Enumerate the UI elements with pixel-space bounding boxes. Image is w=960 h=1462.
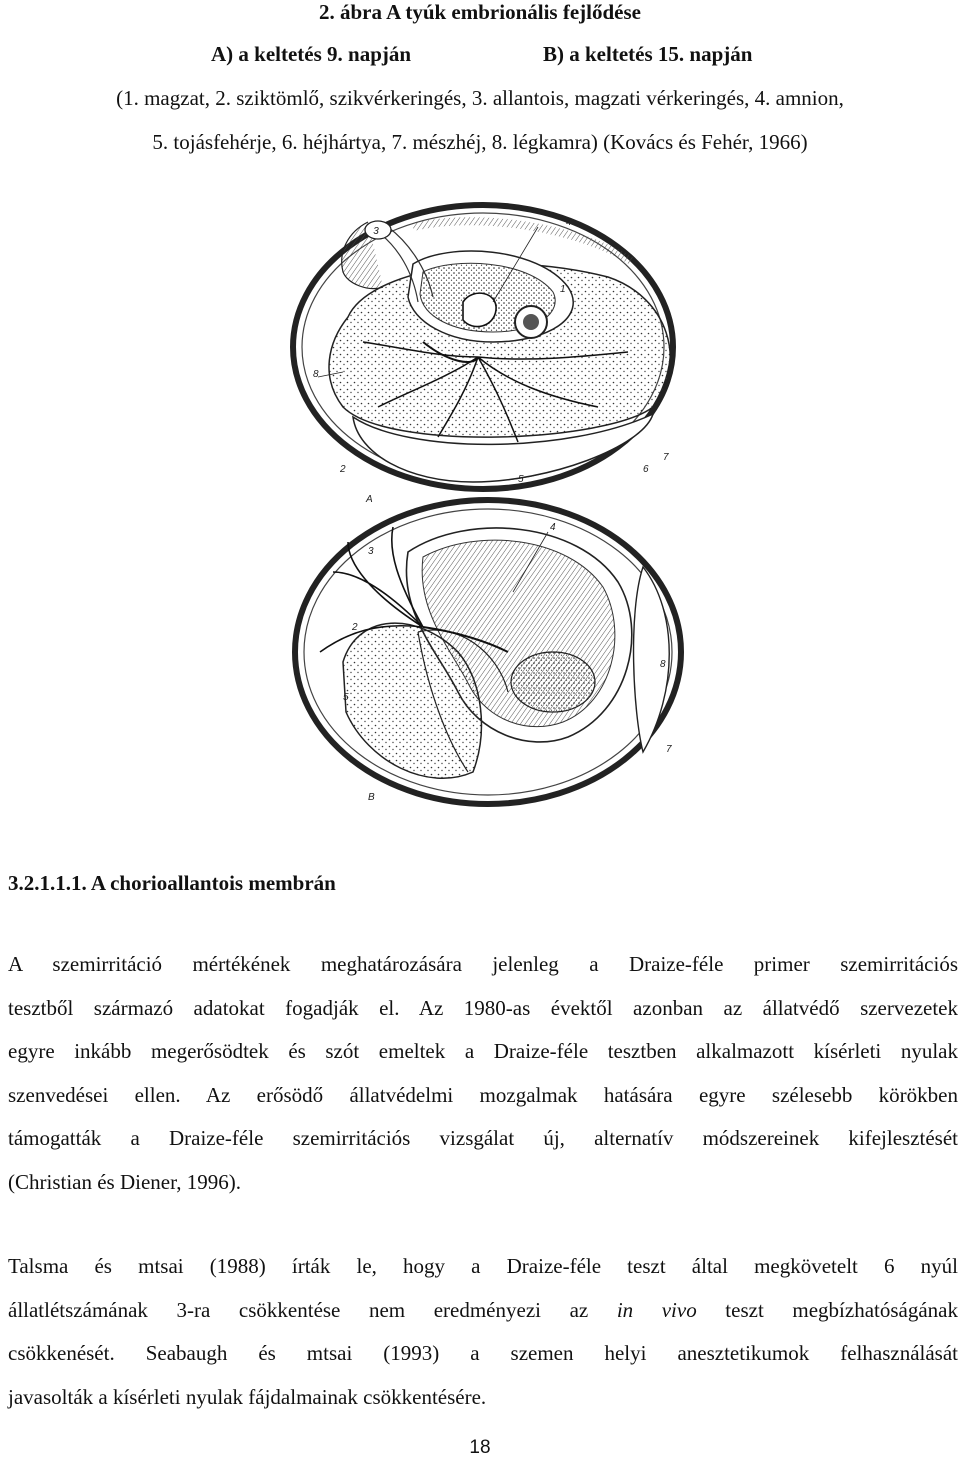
egg-a-label-5: 5 xyxy=(518,474,524,485)
egg-drawing xyxy=(248,192,718,824)
paragraph-1-line: egyre inkább megerősödtek és szót emeltek a Draize-féle tesztben alkalmazott kísérleti nyulak xyxy=(8,1039,958,1063)
egg-a-drawing xyxy=(293,205,673,489)
egg-a-label-6: 6 xyxy=(643,464,649,475)
egg-b-panel-label: B xyxy=(368,792,375,803)
egg-development-figure xyxy=(248,192,718,824)
paragraph-2-line: javasolták a kísérleti nyulak fájdalmainak csökkentésére. xyxy=(8,1384,487,1409)
paragraph-1-line: (Christian és Diener, 1996). xyxy=(8,1169,242,1194)
egg-a-label-3: 3 xyxy=(373,226,379,237)
egg-a-label-8: 8 xyxy=(313,369,319,380)
paragraph-2-text: teszt megbízhatóságának xyxy=(696,1297,958,1322)
egg-b-label-5: 5 xyxy=(343,692,349,703)
figure-caption-title: 2. ábra A tyúk embrionális fejlődése xyxy=(318,0,641,24)
egg-a-label-2: 2 xyxy=(340,464,346,475)
in-vivo-term: in vivo xyxy=(616,1297,697,1322)
figure-legend-line-1: (1. magzat, 2. sziktömlő, szikvérkeringés, 3. allantois, magzati vérkeringés, 4. amnion, xyxy=(116,86,844,110)
paragraph-2-line xyxy=(8,1289,958,1333)
egg-a-label-1: 1 xyxy=(560,284,566,295)
egg-b-label-7: 7 xyxy=(666,744,672,755)
figure-caption-part-b: B) a keltetés 15. napján xyxy=(543,42,753,66)
egg-b-label-3: 3 xyxy=(368,546,374,557)
egg-b-drawing xyxy=(295,500,681,804)
figure-legend-line-2: 5. tojásfehérje, 6. héjhártya, 7. mészhéj, 8. légkamra) (Kovács és Fehér, 1966) xyxy=(152,130,808,154)
egg-b-label-4: 4 xyxy=(550,522,556,533)
egg-a-panel-label: A xyxy=(366,494,373,505)
paragraph-1-line: tesztből származó adatokat fogadják el. Az 1980-as évektől azonban az állatvédő szervezetek xyxy=(8,995,958,1020)
figure-caption-part-a: A) a keltetés 9. napján xyxy=(211,42,412,66)
paragraph-2 xyxy=(8,1245,958,1419)
paragraph-1-line: támogatták a Draize-féle szemirritációs vizsgálat új, alternatív módszereinek kifejlesztését xyxy=(8,1126,958,1150)
paragraph-2-line: csökkenését. Seabaugh és mtsai (1993) a szemen helyi anesztetikumok felhasználását xyxy=(8,1341,958,1365)
egg-b-label-2: 2 xyxy=(352,622,358,633)
egg-a-label-7: 7 xyxy=(663,452,669,463)
egg-a-label-4: 4 xyxy=(566,217,572,228)
egg-b-label-8: 8 xyxy=(660,659,666,670)
paragraph-2-text: állatlétszámának 3-ra csökkentése nem eredményezi az xyxy=(8,1297,617,1322)
section-heading: 3.2.1.1.1. A chorioallantois membrán xyxy=(8,871,336,895)
paragraph-1-line: szenvedései ellen. Az erősödő állatvédelmi mozgalmak hatására egyre szélesebb körökben xyxy=(8,1082,958,1107)
paragraph-2-line: Talsma és mtsai (1988) írták le, hogy a Draize-féle teszt által megkövetelt 6 nyúl xyxy=(8,1254,958,1278)
page-number: 18 xyxy=(469,1437,491,1458)
paragraph-1-line: A szemirritáció mértékének meghatározására jelenleg a Draize-féle primer szemirritációs xyxy=(8,952,958,976)
paragraph-1 xyxy=(8,943,958,1204)
